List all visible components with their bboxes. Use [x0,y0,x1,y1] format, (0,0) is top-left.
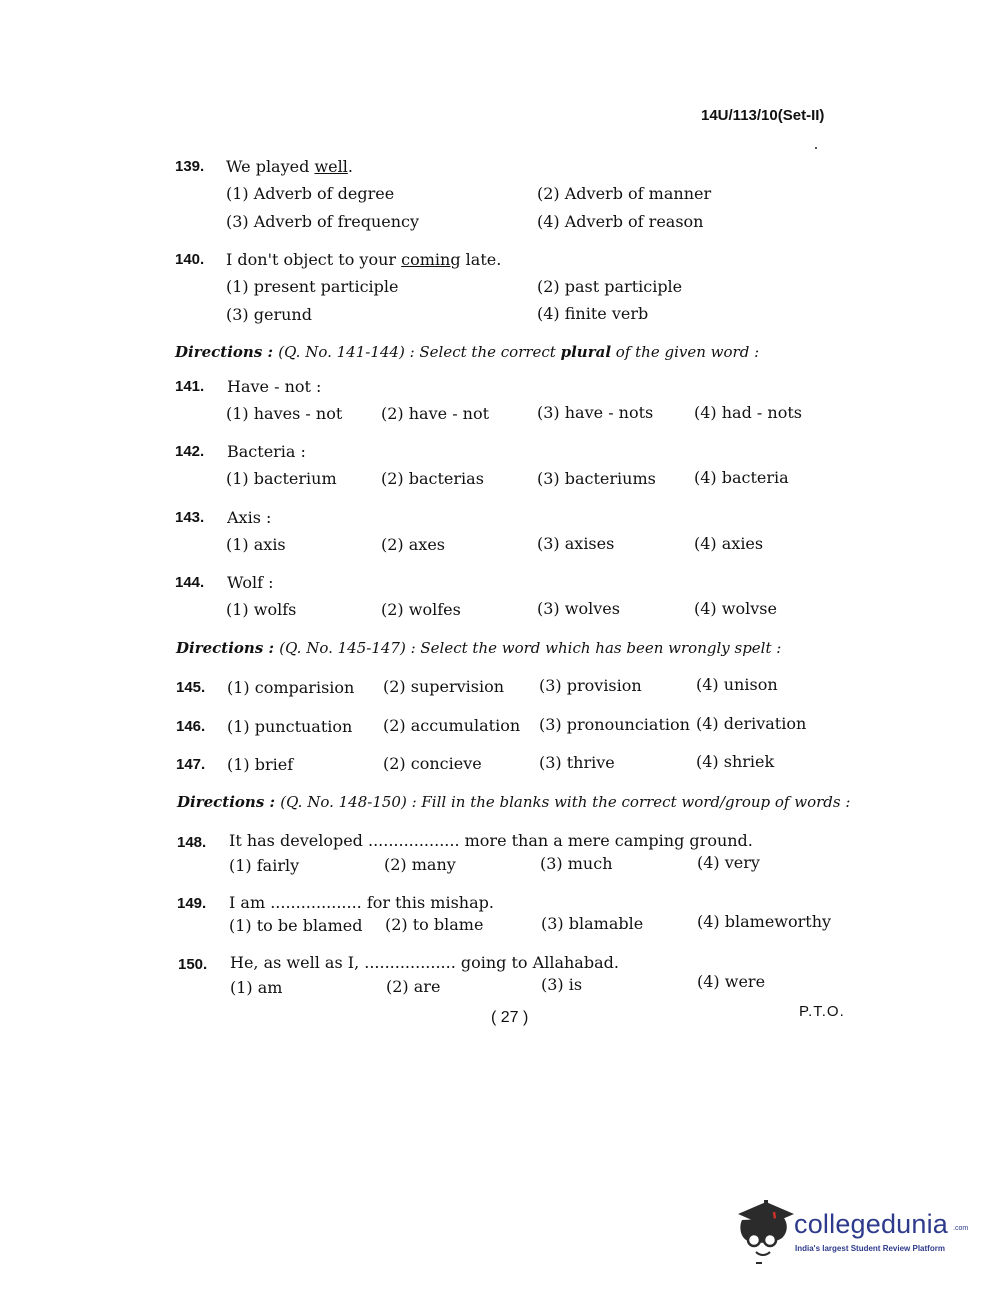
directions-145-147: Directions : (Q. No. 145-147) : Select the word which has been wrongly spelt : [176,639,782,657]
question-stem-139: We played well. [226,157,353,176]
question-number-144: 144. [175,574,205,591]
question-stem-148: It has developed .................. more than a mere camping ground. [229,831,753,850]
option-143-3: (3) axises [537,534,615,553]
option-144-4: (4) wolvse [694,599,777,618]
option-142-3: (3) bacteriums [537,469,656,488]
question-stem-140: I don't object to your coming late. [226,250,502,269]
option-147-3: (3) thrive [539,753,615,772]
option-142-2: (2) bacterias [381,469,484,488]
option-145-1: (1) comparision [227,678,355,697]
question-stem-150: He, as well as I, .................. going to Allahabad. [230,953,619,972]
question-stem-149: I am .................. for this mishap. [229,893,494,912]
logo-wordmark: collegedunia [794,1209,949,1239]
option-140-4: (4) finite verb [537,304,649,323]
logo-domain: .com [953,1225,969,1232]
option-149-3: (3) blamable [541,914,644,933]
question-stem-143: Axis : [227,508,272,527]
option-143-1: (1) axis [226,535,286,554]
option-145-4: (4) unison [696,675,778,694]
option-139-2: (2) Adverb of manner [537,184,712,203]
option-148-1: (1) fairly [229,856,300,875]
option-141-1: (1) haves - not [226,404,343,423]
option-140-3: (3) gerund [226,305,312,324]
option-144-1: (1) wolfs [226,600,297,619]
option-142-1: (1) bacterium [226,469,337,488]
option-141-4: (4) had - nots [694,403,802,422]
underlined-word: well [314,157,348,176]
question-number-149: 149. [177,895,207,912]
question-number-139: 139. [175,158,205,175]
underlined-word: coming [401,250,461,269]
option-146-3: (3) pronounciation [539,715,690,734]
option-149-1: (1) to be blamed [229,916,363,935]
option-144-3: (3) wolves [537,599,620,618]
option-150-2: (2) are [386,977,441,996]
option-147-4: (4) shriek [696,752,775,771]
option-150-3: (3) is [541,975,583,994]
option-141-3: (3) have - nots [537,403,654,422]
option-148-4: (4) very [697,853,760,872]
option-146-4: (4) derivation [696,714,807,733]
option-141-2: (2) have - not [381,404,490,423]
paper-code: 14U/113/10(Set-II) [701,107,825,124]
option-139-3: (3) Adverb of frequency [226,212,420,231]
option-147-1: (1) brief [227,755,294,774]
option-139-1: (1) Adverb of degree [226,184,395,203]
option-146-1: (1) punctuation [227,717,353,736]
question-number-140: 140. [175,251,205,268]
question-number-146: 146. [176,718,206,735]
question-number-147: 147. [176,756,206,773]
option-149-4: (4) blameworthy [697,912,832,931]
option-148-2: (2) many [384,855,456,874]
question-stem-141: Have - not : [227,377,322,396]
option-149-2: (2) to blame [385,915,484,934]
option-145-2: (2) supervision [383,677,505,696]
question-number-145: 145. [176,679,206,696]
directions-148-150: Directions : (Q. No. 148-150) : Fill in the blanks with the correct word/group of words : [177,793,851,811]
logo-tagline: India's largest Student Review Platform [795,1244,945,1253]
speck-mark [815,147,817,149]
directions-141-144: Directions : (Q. No. 141-144) : Select the correct plural of the given word : [175,343,760,361]
option-150-1: (1) am [230,978,283,997]
option-143-2: (2) axes [381,535,445,554]
page-number: ( 27 ) [491,1009,529,1026]
option-148-3: (3) much [540,854,613,873]
option-145-3: (3) provision [539,676,642,695]
option-142-4: (4) bacteria [694,468,789,487]
collegedunia-logo [734,1196,969,1266]
option-144-2: (2) wolfes [381,600,461,619]
option-143-4: (4) axies [694,534,764,553]
question-number-141: 141. [175,378,205,395]
question-number-143: 143. [175,509,205,526]
question-number-142: 142. [175,443,205,460]
pto-label: P.T.O. [799,1003,845,1020]
option-140-2: (2) past participle [537,277,683,296]
mascot-icon [734,1196,796,1266]
option-146-2: (2) accumulation [383,716,521,735]
question-stem-144: Wolf : [227,573,274,592]
option-150-4: (4) were [697,972,766,991]
question-number-150: 150. [178,956,208,973]
question-stem-142: Bacteria : [227,442,306,461]
option-140-1: (1) present participle [226,277,399,296]
option-147-2: (2) concieve [383,754,482,773]
question-number-148: 148. [177,834,207,851]
option-139-4: (4) Adverb of reason [537,212,704,231]
